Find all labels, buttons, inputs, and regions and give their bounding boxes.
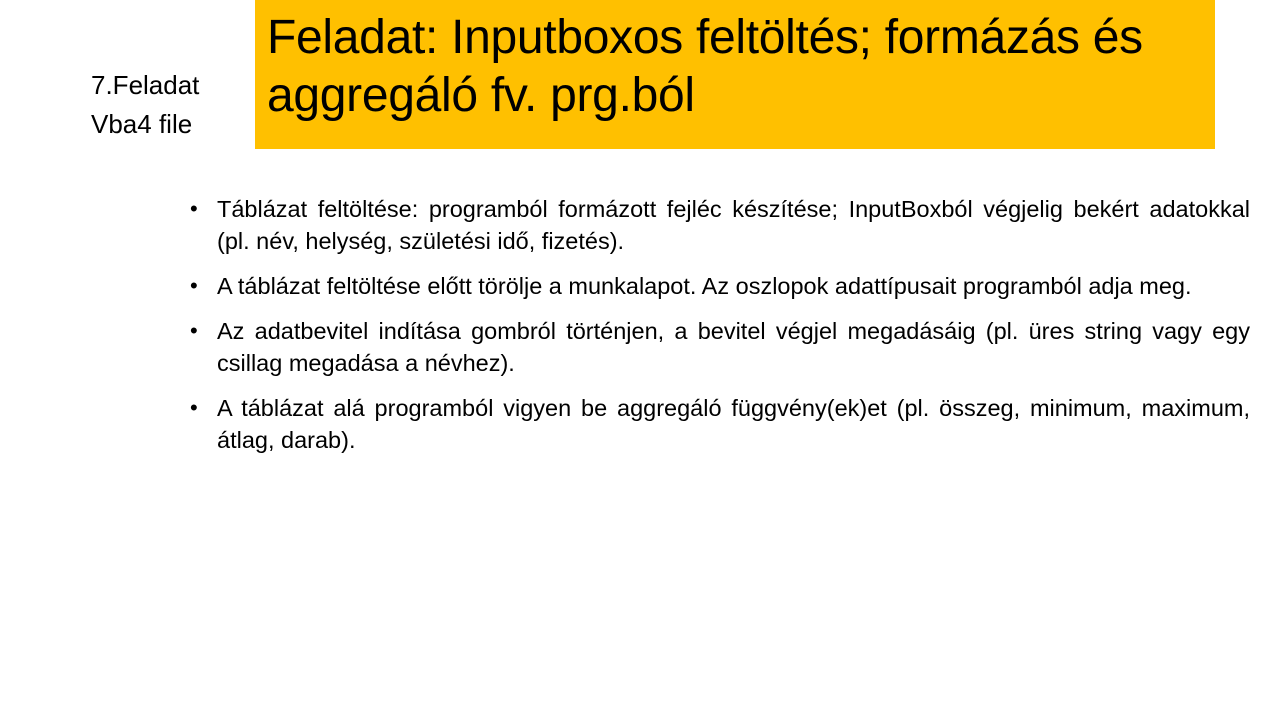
list-item <box>190 270 1250 302</box>
bullet-text: A táblázat feltöltése előtt törölje a munkalapot. Az oszlopok adattípusait programból adja meg. <box>217 273 1192 299</box>
bullet-text: Az adatbevitel indítása gombról történjen, a bevitel végjel megadásáig (pl. üres string vagy egy csillag megadása a névhez). <box>217 318 1250 376</box>
file-name-label: Vba4 file <box>91 109 193 139</box>
list-item <box>190 392 1250 456</box>
bullet-icon: • <box>190 318 198 343</box>
bullet-text: A táblázat alá programból vigyen be aggregáló függvény(ek)et (pl. összeg, minimum, maximum, átlag, darab). <box>217 395 1250 453</box>
title-box <box>255 0 1215 149</box>
task-number-label: 7.Feladat <box>91 70 200 100</box>
bullet-text: Táblázat feltöltése: programból formázott fejléc készítése; InputBoxból végjelig bekért adatokkal (pl. név, helység, születési idő, fizetés). <box>217 196 1250 254</box>
slide-title: Feladat: Inputboxos feltöltés; formázás és aggregáló fv. prg.ból <box>267 11 1143 122</box>
bullet-icon: • <box>190 395 198 420</box>
bullet-icon: • <box>190 273 198 298</box>
list-item <box>190 193 1250 257</box>
bullet-icon: • <box>190 196 198 221</box>
list-item <box>190 315 1250 379</box>
side-label <box>91 66 199 144</box>
bullet-list <box>190 193 1250 469</box>
